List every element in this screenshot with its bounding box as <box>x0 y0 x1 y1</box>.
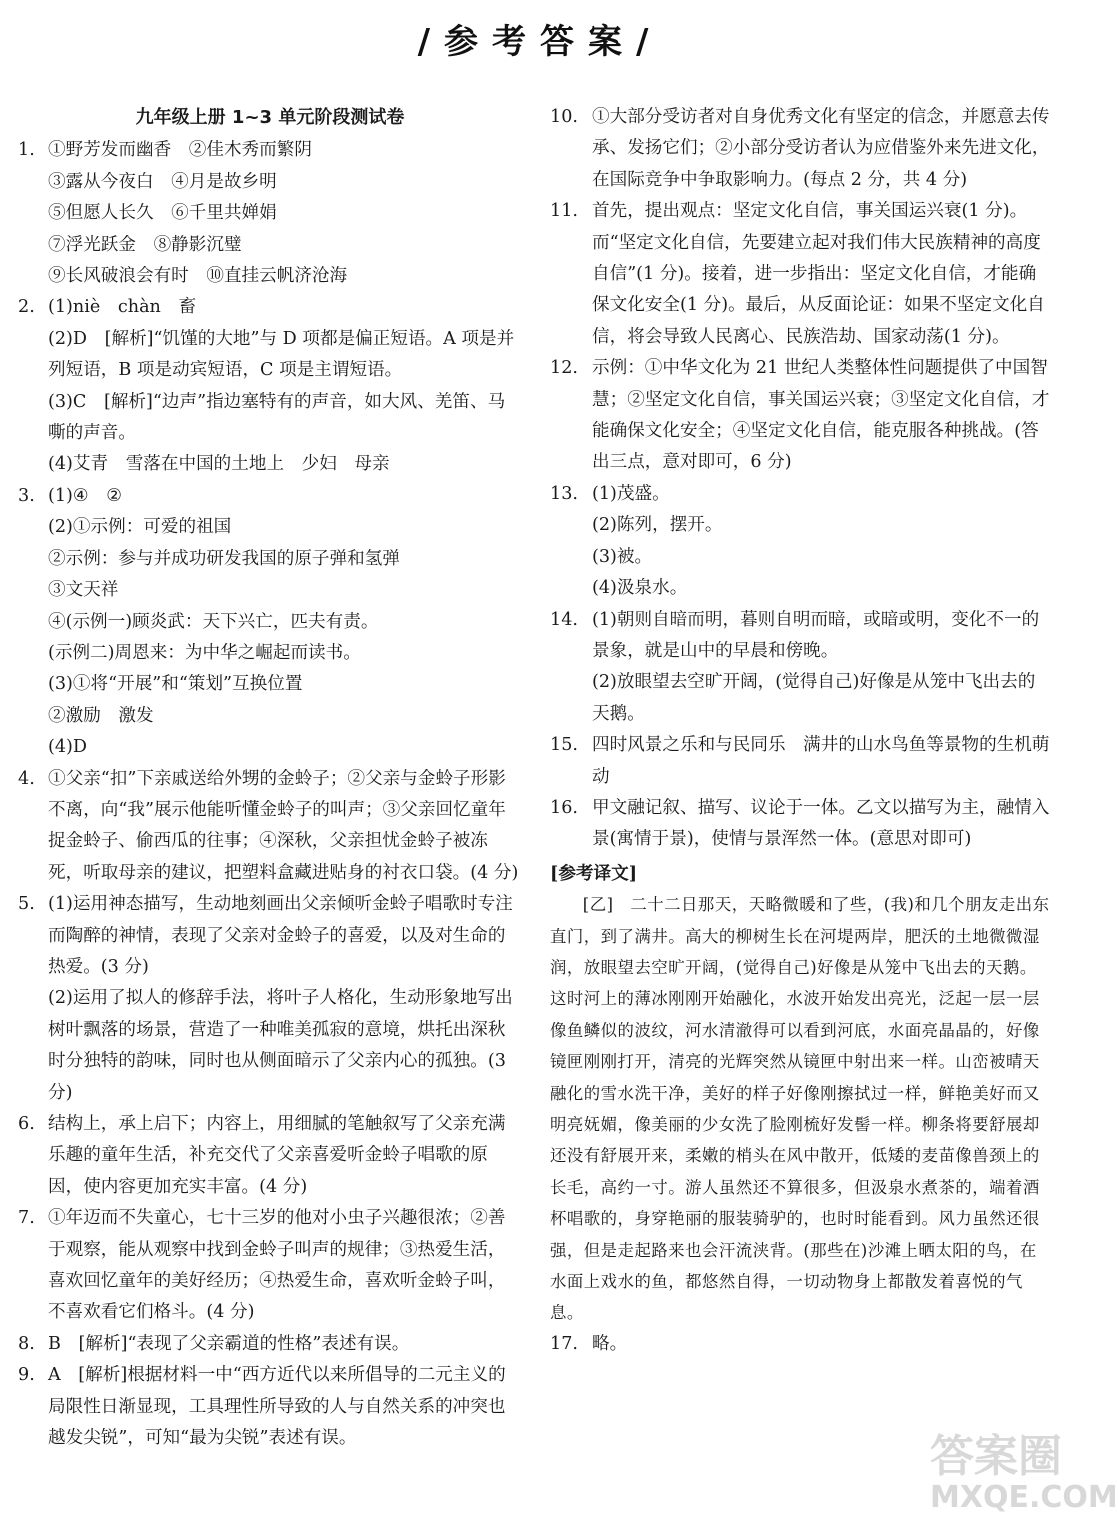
answer-line: (4)汲泉水。 <box>592 578 688 599</box>
answer-line: (2)运用了拟人的修辞手法，将叶子人格化，生动形象地写出树叶飘落的场景，营造了一种唯美孤寂的意境，烘托出深秋时分独特的韵味，同时也从侧面暗示了父亲内心的孤独。(3 分) <box>48 988 513 1103</box>
answer-item <box>550 102 1050 196</box>
answer-line: (3)①将“开展”和“策划”互换位置 <box>48 674 303 695</box>
answer-number: 13. <box>550 483 578 504</box>
answer-body <box>48 135 522 292</box>
answer-item <box>550 479 1050 605</box>
answer-line: (3)被。 <box>592 546 653 567</box>
answer-item-17 <box>550 1329 1050 1360</box>
answer-line: ①父亲“扣”下亲戚送给外甥的金蛉子；②父亲与金蛉子形影不离，向“我”展示他能听懂金蛉子的叫声；③父亲回忆童年捉金蛉子、偷西瓜的往事；④深秋，父亲担忧金蛉子被冻死，听取母亲的建议，把塑料盒藏进贴身的衬衣口袋。(4 分) <box>48 768 519 883</box>
answer-body <box>48 1203 522 1329</box>
answer-body <box>592 479 1050 605</box>
answer-body <box>48 1360 522 1454</box>
answer-number: 7. <box>18 1208 35 1229</box>
answer-item <box>550 196 1050 353</box>
answer-item <box>550 353 1050 479</box>
answer-item <box>550 793 1050 856</box>
answer-line: A [解析]根据材料一中“西方近代以来所倡导的二元主义的局限性日渐显现，工具理性所导致的人与自然关系的冲突也越发尖锐”，可知“最为尖锐”表述有误。 <box>48 1365 506 1449</box>
right-column <box>550 102 1050 1360</box>
answer-body <box>592 353 1050 479</box>
answer-body <box>592 793 1050 856</box>
answer-item <box>550 605 1050 731</box>
answer-line: 示例：①中华文化为 21 世纪人类整体性问题提供了中国智慧；②坚定文化自信，事关国运兴衰；③坚定文化自信，才能确保文化安全；④坚定文化自信，能克服各种挑战。(答出三点，意对即可，6 分) <box>592 358 1050 473</box>
answer-line: ①年迈而不失童心，七十三岁的他对小虫子兴趣很浓；②善于观察，能从观察中找到金蛉子叫声的规律；③热爱生活，喜欢回忆童年的美好经历；④热爱生命，喜欢听金蛉子叫，不喜欢看它们格斗。(4 分) <box>48 1208 506 1323</box>
answer-line: (2)放眼望去空旷开阔，(觉得自己)好像是从笼中飞出去的天鹅。 <box>592 672 1036 724</box>
right-answer-list <box>550 102 1050 856</box>
left-column <box>18 102 522 1454</box>
answer-item <box>18 1360 522 1454</box>
answer-body <box>48 292 522 480</box>
answer-body <box>592 605 1050 731</box>
page-banner-title: /参考答案/ <box>417 22 663 62</box>
answer-number: 14. <box>550 609 578 630</box>
answer-item <box>18 292 522 480</box>
answer-item <box>550 730 1050 793</box>
answer-body <box>48 764 522 890</box>
answer-line: (4)D <box>48 737 88 758</box>
answer-line: 四时风景之乐和与民同乐 满井的山水鸟鱼等景物的生机萌动 <box>592 735 1050 787</box>
section-title: 九年级上册 1~3 单元阶段测试卷 <box>135 107 405 128</box>
answer-line: 首先，提出观点：坚定文化自信，事关国运兴衰(1 分)。而“坚定文化自信，先要建立起对我们伟大民族精神的高度自信”(1 分)。接着，进一步指出：坚定文化自信，才能确保文化安全(1 分)。最后，从反面论证：如果不坚定文化自信，将会导致人民离心、民族浩劫、国家动荡(1 分)。 <box>592 201 1045 347</box>
answer-line: 甲文融记叙、描写、议论于一体。乙文以描写为主，融情入景(寓情于景)，使情与景浑然一体。(意思对即可) <box>592 797 1050 850</box>
answer-number: 5. <box>18 894 35 915</box>
answer-line: ①大部分受访者对自身优秀文化有坚定的信念，并愿意去传承、发扬它们；②小部分受访者认为应借鉴外来先进文化，在国际竞争中争取影响力。(每点 2 分，共 4 分) <box>592 107 1050 190</box>
answer-number: 11. <box>550 201 578 222</box>
answer-line: (示例二)周恩来：为中华之崛起而读书。 <box>48 642 361 663</box>
answer-body <box>48 1329 522 1360</box>
answer-number: 8. <box>18 1333 35 1354</box>
answer-line: ⑦浮光跃金 ⑧静影沉璧 <box>48 234 242 255</box>
answer-body <box>592 102 1050 196</box>
answer-line: (3)C [解析]“边声”指边塞特有的声音，如大风、羌笛、马嘶的声音。 <box>48 391 506 444</box>
answer-number: 16. <box>550 797 578 818</box>
answer-number: 17. <box>550 1333 578 1354</box>
answer-line: (2)陈列，摆开。 <box>592 515 723 536</box>
answer-body <box>48 481 522 764</box>
answer-text: 略。 <box>592 1333 628 1354</box>
answer-line: ③文天祥 <box>48 580 119 601</box>
answer-number: 4. <box>18 768 35 789</box>
watermark-url: MXQE.COM <box>930 1480 1118 1515</box>
answer-item <box>18 1329 522 1360</box>
answer-line: (1)niè chàn 畜 <box>48 297 197 318</box>
answer-line: B [解析]“表现了父亲霸道的性格”表述有误。 <box>48 1333 410 1354</box>
answer-item <box>18 481 522 764</box>
answer-line: (4)艾青 雪落在中国的土地上 少妇 母亲 <box>48 454 390 475</box>
answer-line: ②激励 激发 <box>48 705 154 726</box>
answer-body <box>592 196 1050 353</box>
answer-item <box>18 135 522 292</box>
watermark-logo: 答案圈 <box>930 1431 1062 1482</box>
answer-line: (1)④ ② <box>48 485 123 506</box>
answer-number: 2. <box>18 297 35 318</box>
answer-line: ④(示例一)顾炎武：天下兴亡，匹夫有责。 <box>48 611 379 632</box>
answer-line: ②示例：参与并成功研发我国的原子弹和氢弹 <box>48 548 400 569</box>
answer-line: ③露从今夜白 ④月是故乡明 <box>48 171 277 192</box>
answer-item <box>18 889 522 1109</box>
answer-line: (2)D [解析]“饥馑的大地”与 D 项都是偏正短语。A 项是并列短语，B 项是动宾短语，C 项是主谓短语。 <box>48 328 515 381</box>
answer-number: 3. <box>18 485 35 506</box>
answer-item <box>18 1203 522 1329</box>
answer-line: ⑤但愿人长久 ⑥千里共婵娟 <box>48 203 277 224</box>
answer-number: 15. <box>550 735 578 756</box>
answer-body <box>592 730 1050 793</box>
answer-line: ⑨长风破浪会有时 ⑩直挂云帆济沧海 <box>48 266 348 287</box>
answer-item <box>18 1109 522 1203</box>
answer-line: (1)朝则自暗而明，暮则自明而暗，或暗或明，变化不一的景象，就是山中的早晨和傍晚。 <box>592 609 1040 661</box>
translation-text: [乙] 二十二日那天，天略微暖和了些，(我)和几个朋友走出东直门，到了满井。高大的柳树生长在河堤两岸，肥沃的土地微微湿润，放眼望去空旷开阔，(觉得自己)好像是从笼中飞出去的天鹅。这时河上的薄冰刚刚开始融化，水波开始发出亮光，泛起一层一层像鱼鳞似的波纹，河水清澈得可以看到河底，水面亮晶晶的，好像镜匣刚刚打开，清亮的光辉突然从镜匣中射出来一样。山峦被晴天融化的雪水洗干净，美好的样子好像刚擦拭过一样，鲜艳美好而又明亮妩媚，像美丽的少女洗了脸刚梳好发髻一样。柳条将要舒展却还没有舒展开来，柔嫩的梢头在风中散开，低矮的麦苗像兽颈上的长毛，高约一寸。游人虽然还不算很多，但汲泉水煮茶的，端着酒杯唱歌的，身穿艳丽的服装骑驴的，也时时能看到。风力虽然还很强，但是走起路来也会汗流浃背。(那些在)沙滩上晒太阳的鸟，在水面上戏水的鱼，都悠然自得，一切动物身上都散发着喜悦的气息。 <box>550 895 1050 1323</box>
answer-number: 10. <box>550 107 578 127</box>
answer-number: 6. <box>18 1114 35 1134</box>
answer-number: 9. <box>18 1365 35 1386</box>
answer-body <box>48 889 522 1109</box>
answer-line: (2)①示例：可爱的祖国 <box>48 517 232 538</box>
answer-line: 结构上，承上启下；内容上，用细腻的笔触叙写了父亲充满乐趣的童年生活，补充交代了父亲喜爱听金蛉子唱歌的原因，使内容更加充实丰富。(4 分) <box>48 1114 506 1197</box>
answer-line: (1)运用神态描写，生动地刻画出父亲倾听金蛉子唱歌时专注而陶醉的神情，表现了父亲对金蛉子的喜爱，以及对生命的热爱。(3 分) <box>48 894 513 977</box>
translation-heading: [参考译文] <box>550 862 638 884</box>
answer-number: 12. <box>550 358 578 379</box>
answer-body <box>48 1109 522 1203</box>
answer-line: (1)茂盛。 <box>592 483 670 504</box>
answer-line: ①野芳发而幽香 ②佳木秀而繁阴 <box>48 140 312 161</box>
answer-number: 1. <box>18 140 35 161</box>
answer-item <box>18 764 522 890</box>
left-answer-list <box>18 135 522 1454</box>
